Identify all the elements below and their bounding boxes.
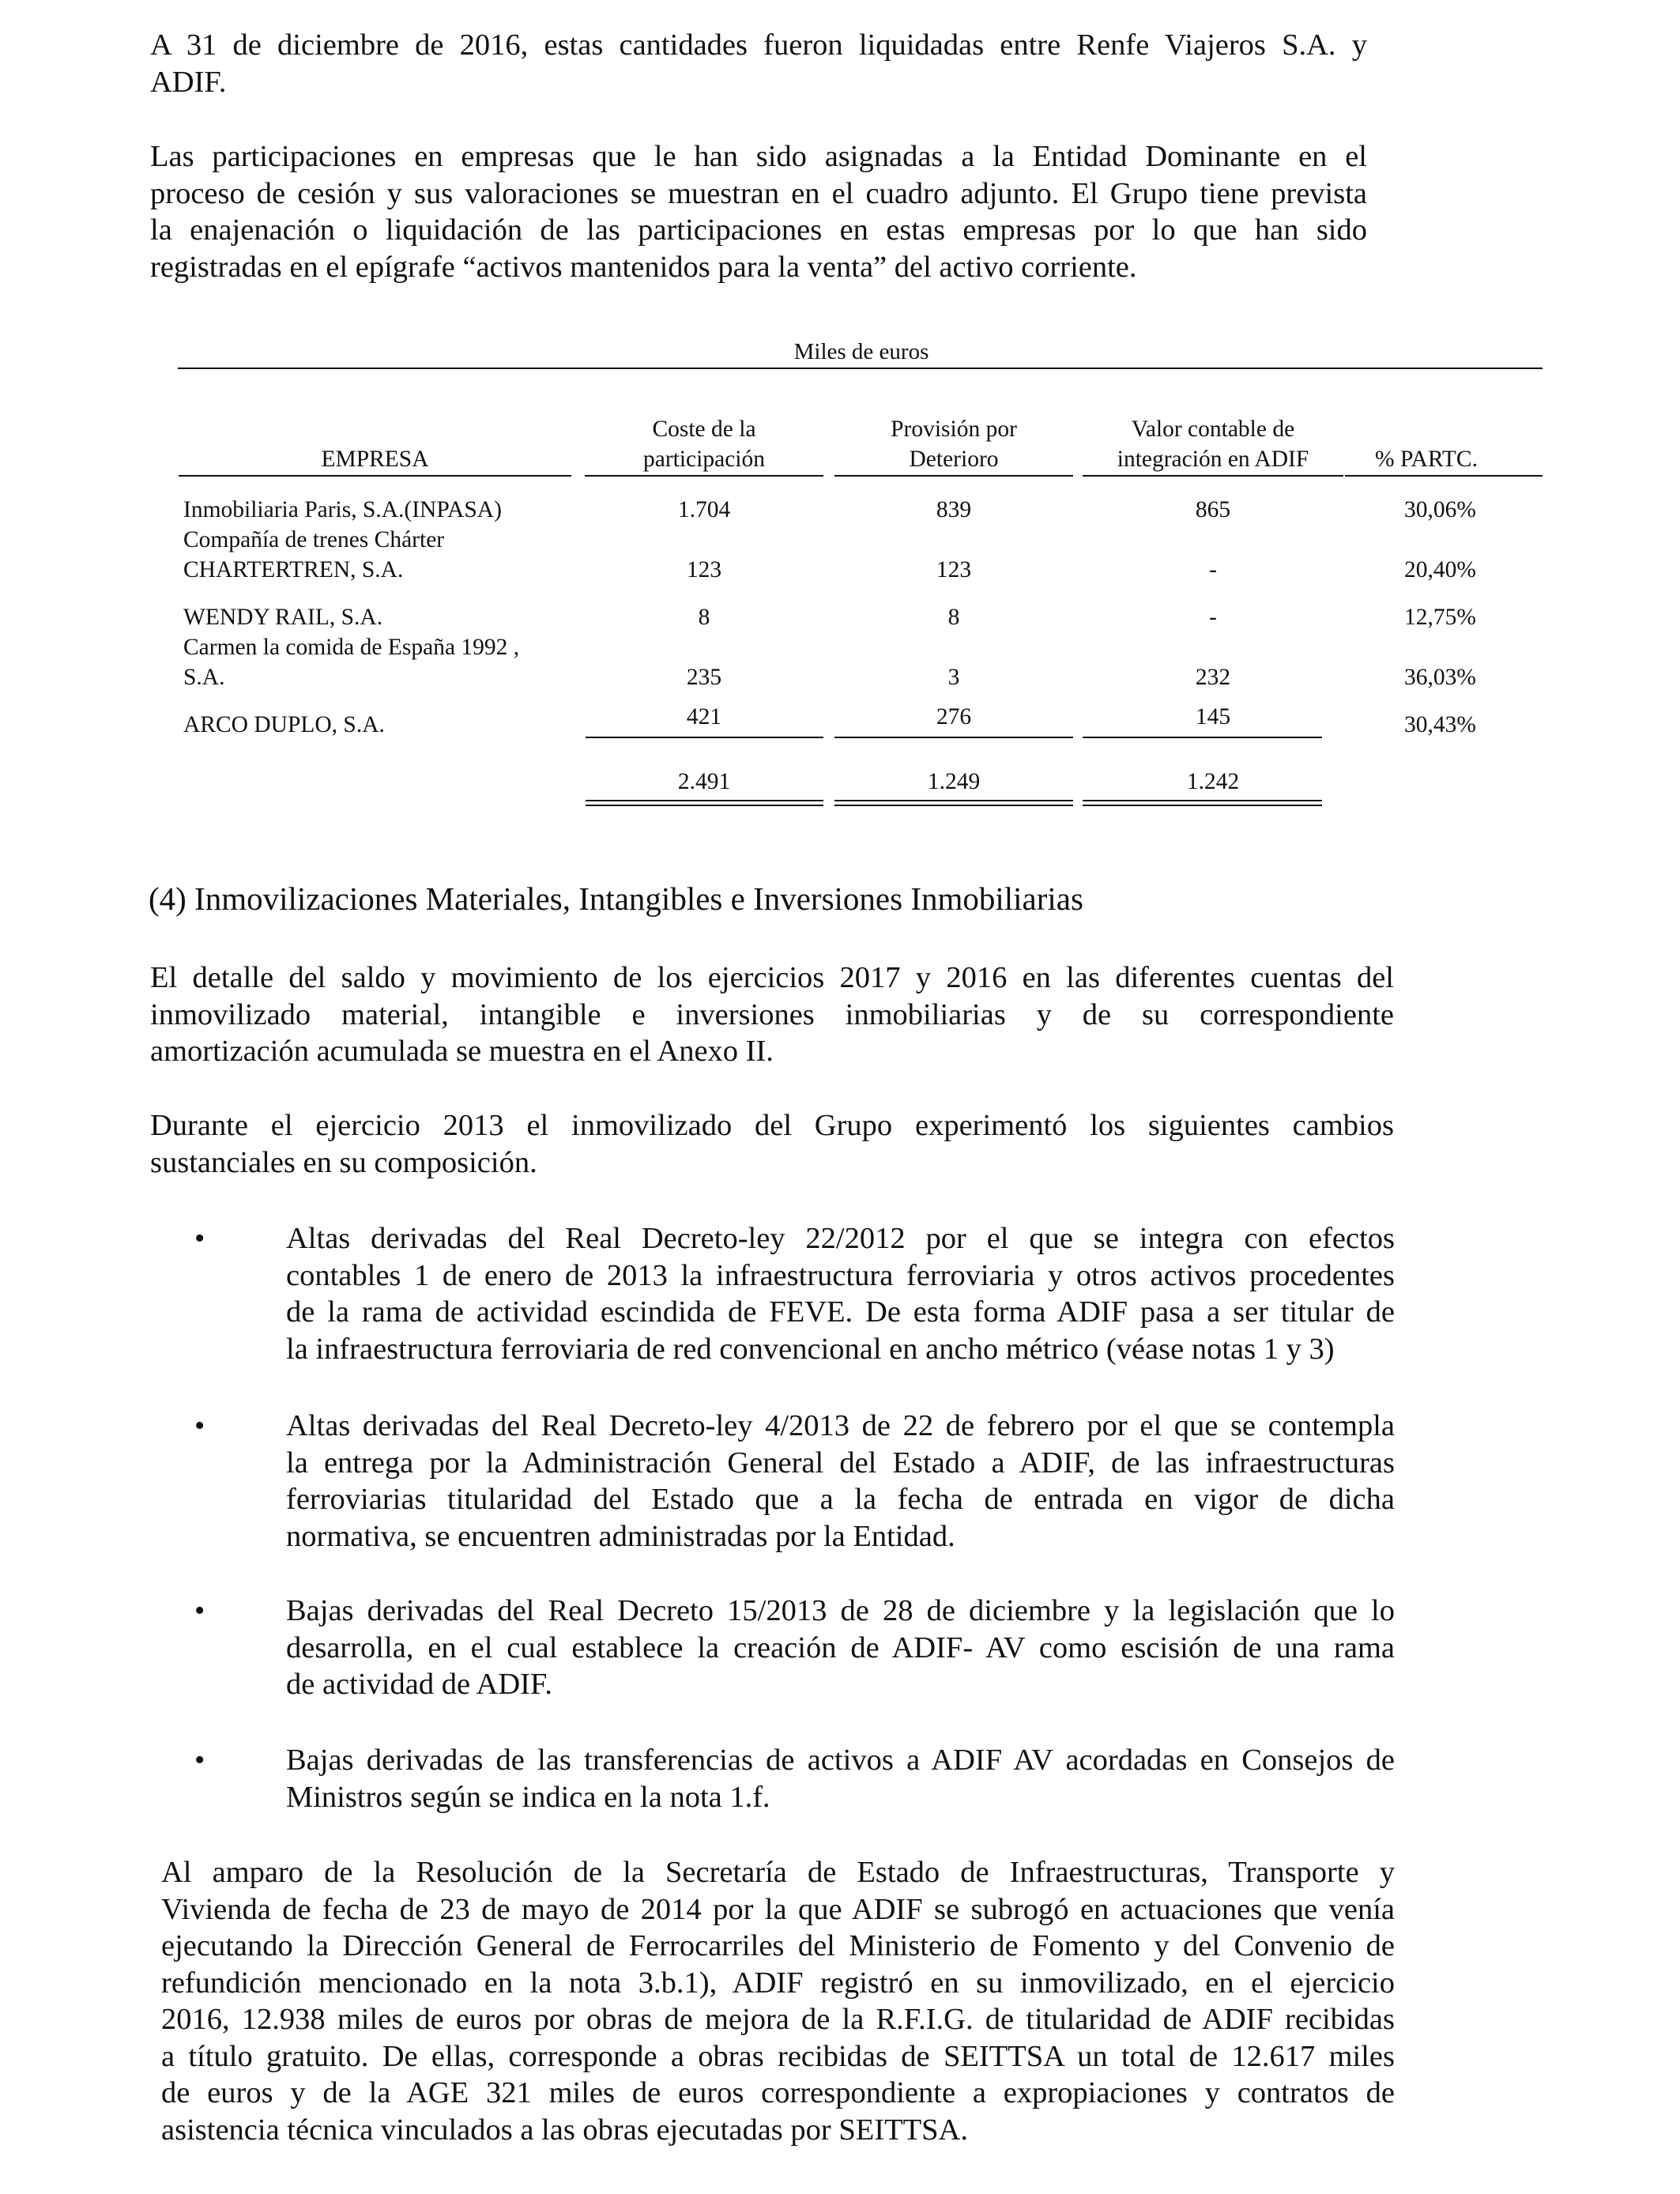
text-line: desarrolla, en el cual establece la creación de ADIF- AV como escisión de una rama (286, 1630, 1395, 1664)
list-item (286, 1220, 1395, 1367)
cell-valor: - (1209, 557, 1217, 582)
company-name: CHARTERTREN, S.A. (183, 557, 404, 582)
section-heading: (4) Inmovilizaciones Materiales, Intangibles e Inversiones Inmobiliarias (149, 880, 1083, 917)
list-item (286, 1408, 1395, 1555)
company-name: Compañía de trenes Chárter (183, 527, 445, 552)
text-line: ADIF. (150, 65, 227, 99)
total-double-rule (586, 800, 823, 806)
text-line: normativa, se encuentren administradas por la Entidad. (286, 1519, 955, 1553)
subtotal-rule (834, 737, 1073, 738)
cell-partc: 30,43% (1404, 712, 1476, 737)
text-line: de actividad de ADIF. (286, 1668, 552, 1701)
total-double-rule (1083, 800, 1322, 806)
text-line: sustanciales en su composición. (150, 1145, 537, 1179)
cell-partc: 36,03% (1404, 665, 1476, 690)
cell-coste: 123 (686, 557, 722, 582)
header-coste (585, 414, 823, 474)
header-provision-line2: Deterioro (909, 447, 999, 472)
cell-valor: - (1209, 605, 1217, 630)
cell-valor: 232 (1195, 665, 1231, 690)
text-line: ferroviarias titularidad del Estado que a la fecha de entrada en vigor de dicha (286, 1483, 1395, 1516)
company-name: S.A. (183, 665, 225, 690)
bullet-icon: • (194, 1594, 205, 1627)
header-valor-line2: integración en ADIF (1117, 447, 1309, 472)
subtotal-rule (1083, 737, 1322, 738)
text-line: proceso de cesión y sus valoraciones se muestran en el cuadro adjunto. El Grupo tiene prevista (150, 176, 1367, 210)
header-coste-line2: participación (643, 447, 765, 472)
header-valor-line1: Valor contable de (1131, 417, 1295, 442)
table-row (183, 602, 382, 632)
paragraph-detail (150, 959, 1394, 1070)
text-line: la infraestructura ferroviaria de red convencional en ancho métrico (véase notas 1 y 3) (286, 1332, 1335, 1366)
cell-valor: 865 (1195, 497, 1231, 522)
bullet-icon: • (194, 1409, 205, 1442)
cell-provision: 839 (936, 497, 972, 522)
cell-coste: 421 (686, 704, 722, 729)
text-line: A 31 de diciembre de 2016, estas cantidades fueron liquidadas entre Renfe Viajeros S.A. y (150, 28, 1367, 62)
table-row (183, 525, 444, 585)
list-item (286, 1593, 1395, 1703)
header-rule (1345, 475, 1543, 477)
text-line: a título gratuito. De ellas, corresponde a obras recibidas de SEITTSA un total de 12.617 miles (161, 2039, 1395, 2073)
cell-coste: 1.704 (677, 497, 731, 522)
text-line: registradas en el epígrafe “activos mantenidos para la venta” del activo corriente. (150, 250, 1137, 284)
text-line: 2016, 12.938 miles de euros por obras de mejora de la R.F.I.G. de titularidad de ADIF recibidas (161, 2003, 1395, 2036)
cell-partc: 12,75% (1404, 605, 1476, 630)
text-line: Altas derivadas del Real Decreto-ley 22/2012 por el que se integra con efectos (286, 1222, 1395, 1255)
header-rule (1083, 475, 1343, 477)
text-line: El detalle del saldo y movimiento de los ejercicios 2017 y 2016 en las diferentes cuentas del (150, 961, 1394, 994)
text-line: Bajas derivadas del Real Decreto 15/2013 de 28 de diciembre y la legislación que lo (286, 1594, 1395, 1627)
text-line: Ministros según se indica en la nota 1.f. (286, 1780, 770, 1814)
bullet-icon: • (194, 1222, 205, 1255)
cell-provision: 123 (936, 557, 972, 582)
paragraph-participations (150, 138, 1367, 285)
text-line: contables 1 de enero de 2013 la infraestructura ferroviaria y otros activos procedentes (286, 1258, 1395, 1292)
cell-valor: 145 (1195, 704, 1231, 729)
company-name: ARCO DUPLO, S.A. (183, 712, 385, 737)
text-line: amortización acumulada se muestra en el Anexo II. (150, 1035, 774, 1068)
cell-coste: 8 (698, 605, 710, 630)
company-name: Inmobiliaria Paris, S.A.(INPASA) (183, 497, 502, 522)
text-line: la enajenación o liquidación de las participaciones en estas empresas por lo que han sido (150, 213, 1367, 247)
header-provision (834, 414, 1073, 474)
table-row (183, 710, 385, 740)
text-line: de euros y de la AGE 321 miles de euros correspondiente a expropiaciones y contratos de (161, 2076, 1395, 2109)
header-partc: % PARTC. (1375, 447, 1478, 472)
list-item (286, 1742, 1395, 1815)
header-valor (1083, 414, 1343, 474)
header-rule (179, 475, 571, 477)
total-provision: 1.249 (927, 769, 981, 794)
text-line: Bajas derivadas de las transferencias de activos a ADIF AV acordadas en Consejos de (286, 1744, 1395, 1777)
table-top-rule (178, 368, 1543, 369)
text-line: inmovilizado material, intangible e inversiones inmobiliarias y de su correspondiente (150, 997, 1394, 1031)
text-line: la entrega por la Administración General del Estado a ADIF, de las infraestructuras (286, 1446, 1395, 1480)
text-line: Al amparo de la Resolución de la Secretaría de Estado de Infraestructuras, Transporte y (161, 1856, 1395, 1889)
paragraph-resolution (161, 1854, 1395, 2148)
subtotal-rule (586, 737, 823, 738)
bullet-icon: • (194, 1744, 205, 1777)
text-line: Durante el ejercicio 2013 el inmovilizado del Grupo experimentó los siguientes cambios (150, 1109, 1394, 1142)
text-line: ejecutando la Dirección General de Ferrocarriles del Ministerio de Fomento y del Convenio de (161, 1929, 1395, 1962)
cell-provision: 8 (947, 605, 960, 630)
table-caption: Miles de euros (793, 339, 929, 364)
company-name: Carmen la comida de España 1992 , (183, 635, 520, 660)
table-row (183, 632, 519, 692)
table-row (183, 495, 502, 525)
text-line: refundición mencionado en la nota 3.b.1), ADIF registró en su inmovilizado, en el ejercicio (161, 1966, 1395, 2000)
paragraph-changes (150, 1107, 1394, 1181)
cell-provision: 3 (947, 665, 960, 690)
header-rule (834, 475, 1073, 477)
cell-provision: 276 (936, 704, 972, 729)
text-line: Las participaciones en empresas que le han sido asignadas a la Entidad Dominante en el (150, 140, 1367, 173)
total-double-rule (834, 800, 1073, 806)
text-line: Vivienda de fecha de 23 de mayo de 2014 por la que ADIF se subrogó en actuaciones que venía (161, 1892, 1395, 1926)
paragraph-liquidation (150, 27, 1367, 100)
cell-partc: 20,40% (1404, 557, 1476, 582)
text-line: de la rama de actividad escindida de FEVE. De esta forma ADIF pasa a ser titular de (286, 1295, 1395, 1329)
header-rule (585, 475, 823, 477)
text-line: asistencia técnica vinculados a las obras ejecutadas por SEITTSA. (161, 2113, 968, 2147)
total-valor: 1.242 (1186, 769, 1240, 794)
company-name: WENDY RAIL, S.A. (183, 605, 383, 630)
text-line: Altas derivadas del Real Decreto-ley 4/2013 de 22 de febrero por el que se contempla (286, 1409, 1395, 1442)
cell-partc: 30,06% (1404, 497, 1476, 522)
header-empresa: EMPRESA (321, 447, 429, 472)
cell-coste: 235 (686, 665, 722, 690)
total-coste: 2.491 (677, 769, 731, 794)
header-provision-line1: Provisión por (891, 417, 1017, 442)
header-coste-line1: Coste de la (652, 417, 756, 442)
